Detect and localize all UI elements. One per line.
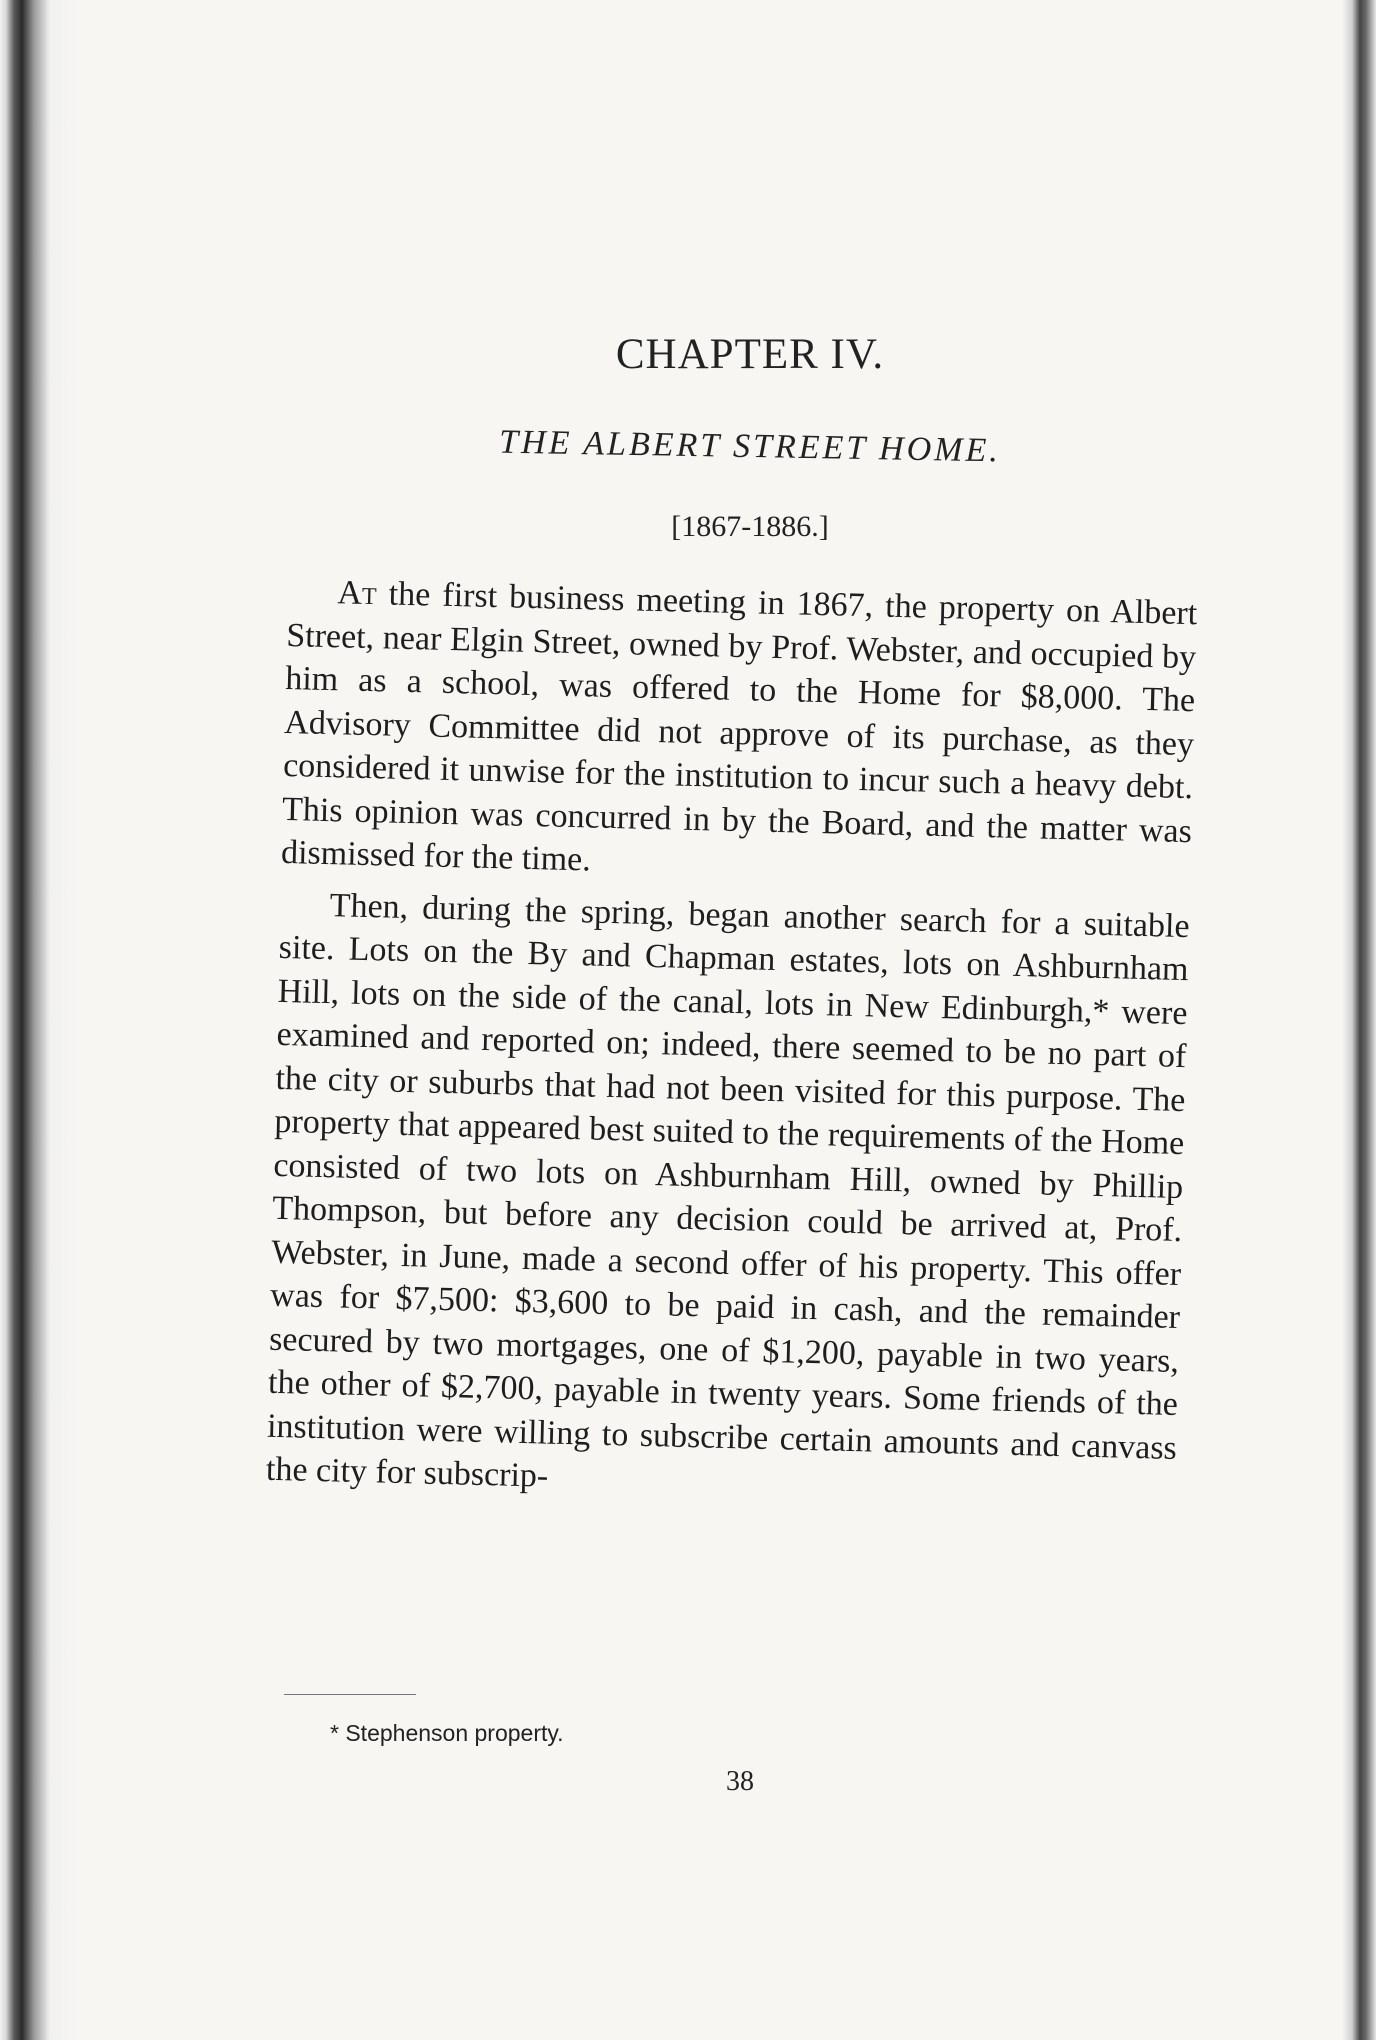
footnote: * Stephenson property. [330, 1720, 564, 1746]
paragraph-text: the first business meeting in 1867, the property on Albert Street, near Elgin Street, owned by Prof. Webster, and occupied by him as a school, was offered to the Home for $8,000. The Advisory Committee did not approve of its purchase, as they considered it unwise for the institution to incur such a heavy debt. This opinion was concurred in by the Board, and the matter was dismissed for the time. [280, 575, 1198, 879]
chapter-heading: CHAPTER IV. [615, 331, 885, 378]
body-text [265, 570, 1197, 1513]
paragraph [281, 570, 1198, 897]
paragraph-text: Then, during the spring, began another search for a suitable site. Lots on the By and Chapman estates, lots on Ashburnham Hill, lots on the side of the canal, lots in New Edinburgh,* were examined and reported on; indeed, there seemed to be no part of the city or suburbs that had not been visited for this purpose. The property that appeared best suited to the requirements of the Home consisted of two lots on Ashburnham Hill, owned by Phillip Thompson, but before any decision could be arrived at, Prof. Webster, in June, made a second offer of his property. This offer was for $7,500: $3,600 to be paid in cash, and the remainder secured by two mortgages, one of $1,200, payable in two years, the other of $2,700, payable in twenty years. Some friends of the institution were willing to subscribe certain amounts and canvass the city for subscrip- [265, 886, 1191, 1495]
page-number: 38 [726, 1766, 754, 1797]
lead-word: At [337, 574, 378, 613]
chapter-subtitle: THE ALBERT STREET HOME. [498, 423, 1002, 470]
paragraph [265, 882, 1190, 1513]
date-range: [1867-1886.] [671, 510, 829, 543]
footnote-divider [284, 1694, 416, 1695]
